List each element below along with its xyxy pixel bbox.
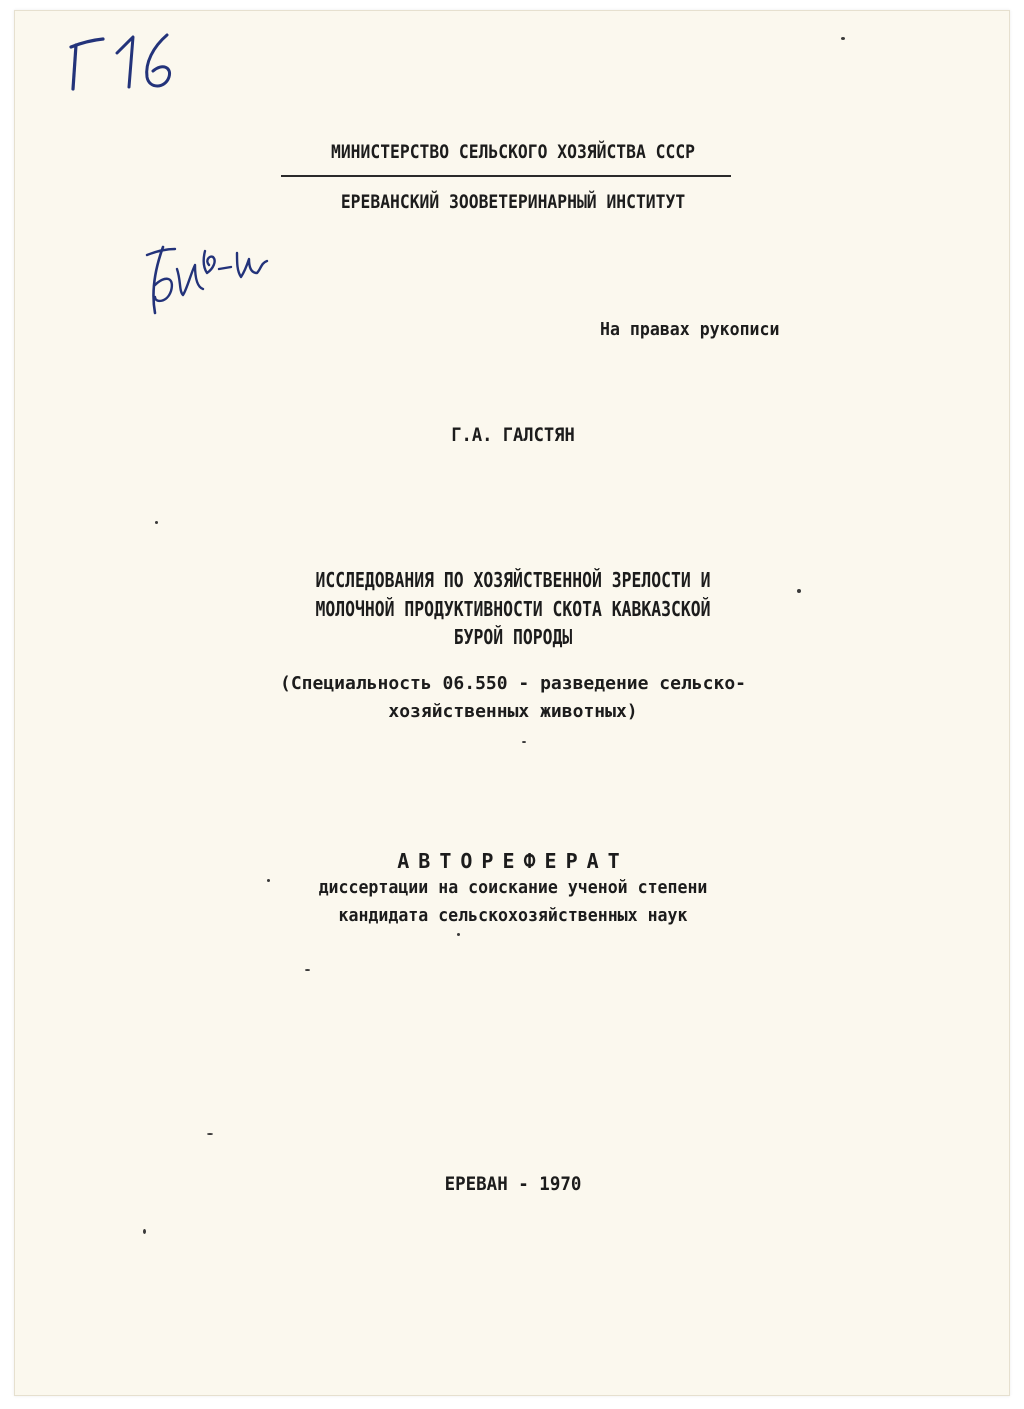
title-line: МОЛОЧНОЙ ПРОДУКТИВНОСТИ СКОТА КАВКАЗСКОЙ [315, 597, 711, 621]
abstract-label: АВТОРЕФЕРАТ [397, 849, 629, 873]
author-name: Г.А. ГАЛСТЯН [451, 424, 575, 446]
degree-line: кандидата сельскохозяйственных наук [338, 905, 688, 926]
title-line: ИССЛЕДОВАНИЯ ПО ХОЗЯЙСТВЕННОЙ ЗРЕЛОСТИ И [315, 568, 711, 592]
paper-speck [305, 969, 310, 971]
heading-divider [281, 175, 731, 177]
paper-speck [267, 879, 270, 882]
specialty-line: (Специальность 06.550 - разведение сельско- [280, 673, 746, 694]
institute-heading: ЕРЕВАНСКИЙ ЗООВЕТЕРИНАРНЫЙ ИНСТИТУТ [340, 191, 686, 213]
handwritten-shelf-mark [59, 27, 189, 97]
place-year: ЕРЕВАН - 1970 [444, 1173, 582, 1195]
document-page [14, 10, 1010, 1396]
paper-speck [143, 1229, 146, 1234]
title-line: БУРОЙ ПОРОДЫ [453, 625, 573, 649]
ministry-heading: МИНИСТЕРСТВО СЕЛЬСКОГО ХОЗЯЙСТВА СССР [331, 141, 695, 163]
paper-speck [207, 1133, 213, 1135]
handwritten-note [133, 229, 283, 329]
paper-speck [841, 37, 845, 40]
paper-speck [797, 589, 801, 593]
rights-notice: На правах рукописи [600, 319, 780, 340]
paper-speck [155, 521, 158, 524]
specialty-line: хозяйственных животных) [388, 701, 638, 722]
paper-speck [457, 933, 460, 936]
paper-speck [522, 741, 526, 743]
degree-line: диссертации на соискание ученой степени [318, 877, 708, 898]
